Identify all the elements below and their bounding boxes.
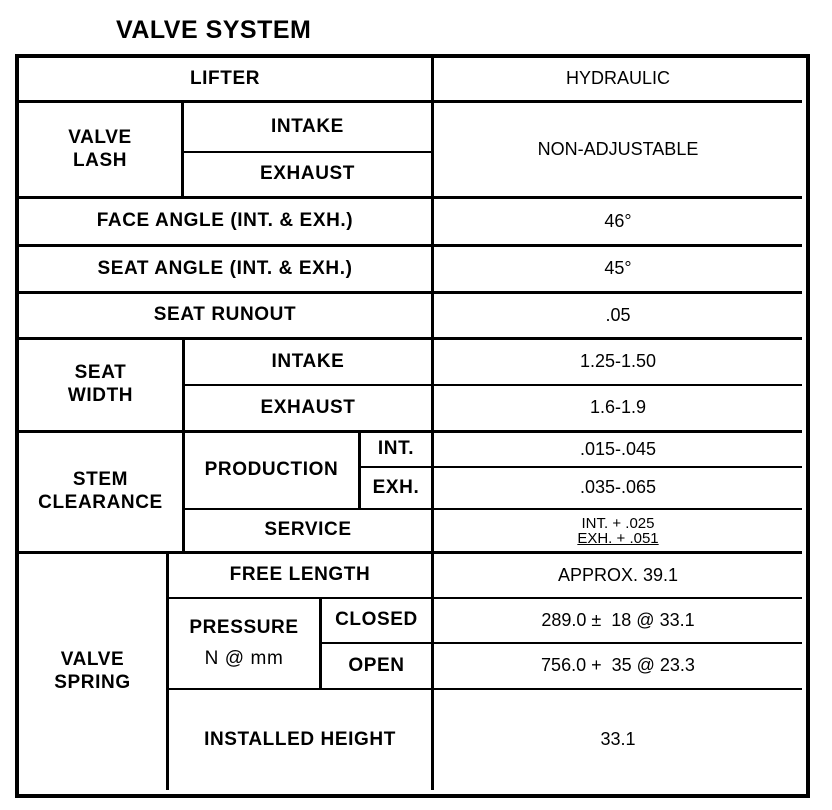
valve-spring-label-line2: SPRING [54, 672, 131, 693]
stem-service-label: SERVICE [264, 519, 352, 541]
seat-angle-value: 45° [604, 258, 632, 279]
open-value: 756.0 + 35 @ 23.3 [541, 655, 695, 676]
stem-clearance-label-line1: STEM [72, 469, 129, 491]
valve-lash-label-line2: LASH [72, 149, 128, 171]
stem-int-value: .015-.045 [579, 438, 657, 459]
seat-runout-value: .05 [605, 304, 631, 325]
valve-spring-label-line1: VALVE [60, 649, 125, 671]
seat-runout-label: SEAT RUNOUT [153, 304, 297, 326]
pressure-label-line2: N @ mm [204, 647, 284, 669]
stem-exh-value: .035-.065 [579, 477, 657, 498]
valve-lash-label-line1: VALVE [68, 126, 132, 148]
stem-clearance-label [19, 433, 182, 551]
stem-service-int-value: INT. + .025 [581, 514, 655, 532]
closed-value: 289.0 ± 18 @ 33.1 [541, 609, 695, 630]
seat-width-intake-label: INTAKE [271, 350, 345, 372]
stem-service-value [434, 510, 802, 551]
pressure-label-line1: PRESSURE [189, 617, 299, 639]
seat-width-label [19, 340, 182, 430]
seat-width-intake-value: 1.25-1.50 [579, 351, 657, 372]
stem-exh-label: EXH. [372, 476, 420, 498]
installed-height-label: INSTALLED HEIGHT [204, 728, 396, 750]
face-angle-label: FACE ANGLE (INT. & EXH.) [96, 210, 354, 232]
lifter-value: HYDRAULIC [565, 68, 671, 89]
closed-label: CLOSED [335, 609, 418, 631]
stem-service-exh-value: EXH. + .051 [577, 529, 659, 547]
face-angle-value: 46° [604, 210, 632, 231]
pressure-label [169, 599, 319, 688]
seat-width-exhaust-value: 1.6-1.9 [589, 397, 647, 418]
valve-lash-exhaust-label: EXHAUST [260, 163, 355, 185]
stem-clearance-label-line2: CLEARANCE [38, 492, 163, 513]
free-length-label: FREE LENGTH [229, 564, 371, 586]
lifter-label: LIFTER [189, 67, 261, 89]
seat-width-label-line2: WIDTH [67, 385, 134, 406]
valve-lash-label [19, 103, 181, 196]
free-length-value: APPROX. 39.1 [557, 564, 679, 585]
seat-angle-label: SEAT ANGLE (INT. & EXH.) [97, 257, 353, 279]
page-title: VALVE SYSTEM [116, 16, 312, 44]
open-label: OPEN [348, 654, 405, 676]
valve-lash-value: NON-ADJUSTABLE [537, 138, 699, 159]
stem-int-label: INT. [377, 438, 415, 460]
installed-height-value: 33.1 [600, 729, 636, 750]
stem-production-label: PRODUCTION [204, 459, 339, 481]
valve-lash-intake-label: INTAKE [271, 115, 344, 137]
seat-width-exhaust-label: EXHAUST [260, 396, 356, 418]
valve-spring-label [19, 554, 166, 790]
seat-width-label-line1: SEAT [74, 362, 127, 384]
